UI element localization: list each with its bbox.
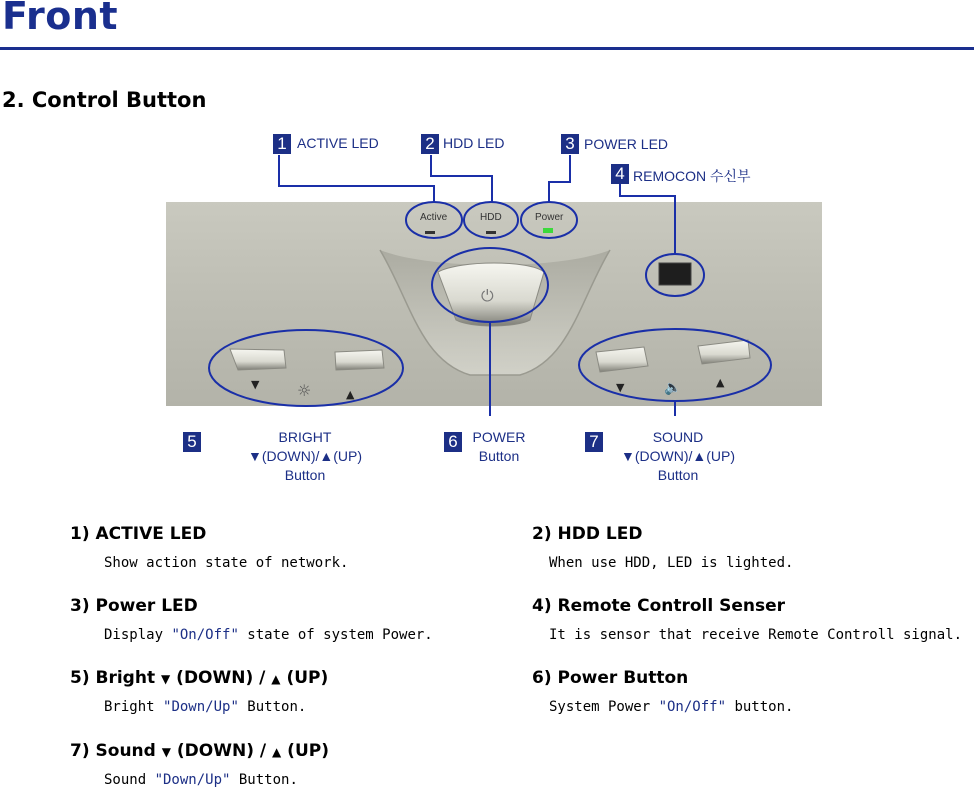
desc-title-power-led: 3) Power LED	[70, 596, 198, 616]
power-led-text: Power	[535, 212, 564, 223]
hdd-led-text: HDD	[480, 212, 502, 223]
desc-power-led-pre: Display	[104, 627, 172, 643]
callout-badge-4: 4	[611, 164, 629, 184]
bright-caption-line1: BRIGHT	[278, 429, 332, 445]
desc-sound-title-post: (UP)	[281, 741, 329, 761]
desc-power-button-pre: System Power	[549, 699, 659, 715]
brightness-icon: ☼	[297, 381, 312, 400]
power-led-light	[543, 228, 553, 233]
sound-down-arrow-icon: ▼	[616, 381, 625, 394]
desc-sound-pre: Sound	[104, 772, 155, 788]
desc-text-active-led: Show action state of network.	[104, 555, 349, 571]
desc-bright-title-post: (UP)	[280, 668, 329, 688]
desc-title-power-button: 6) Power Button	[532, 668, 689, 688]
desc-text-sound	[104, 772, 298, 788]
callout-badge-6: 6	[444, 432, 462, 452]
desc-bright-quote: "Down/Up"	[163, 699, 239, 715]
desc-title-hdd-led: 2) HDD LED	[532, 524, 643, 544]
active-led-text: Active	[420, 212, 448, 223]
desc-power-button-post: button.	[726, 699, 794, 715]
page-title: Front	[2, 0, 119, 38]
desc-sound-quote: "Down/Up"	[154, 772, 231, 788]
power-caption-line2: Button	[478, 448, 520, 464]
desc-title-active-led: 1) ACTIVE LED	[70, 524, 207, 544]
power-caption-line1: POWER	[472, 429, 526, 445]
bright-down-arrow-icon: ▼	[251, 378, 260, 391]
callout-badge-5: 5	[183, 432, 201, 452]
desc-sound-title-mid: (DOWN) /	[170, 741, 273, 761]
sound-button-caption	[608, 428, 748, 485]
callout-badge-2: 2	[421, 134, 439, 154]
active-led-light	[425, 231, 435, 234]
desc-sound-up-arrow-icon: ▲	[272, 745, 282, 759]
bright-up-arrow-icon: ▲	[346, 388, 355, 401]
section-heading: 2. Control Button	[2, 88, 207, 112]
sound-caption-line1: SOUND	[652, 429, 704, 445]
bright-up-key	[335, 350, 384, 370]
desc-title-bright	[70, 668, 328, 688]
desc-title-sound	[70, 741, 329, 761]
callout-badge-7: 7	[585, 432, 603, 452]
desc-bright-pre: Bright	[104, 699, 164, 715]
sound-caption-line2: ▼(DOWN)/▲(UP)	[620, 448, 736, 464]
desc-bright-title-mid: (DOWN) /	[170, 668, 272, 688]
desc-power-led-post: state of system Power.	[238, 627, 433, 643]
callout-badge-1: 1	[273, 134, 291, 154]
desc-text-hdd-led: When use HDD, LED is lighted.	[549, 555, 794, 571]
remote-sensor-window	[659, 263, 691, 285]
desc-text-power-led	[104, 627, 433, 643]
callout-label-power-led: POWER LED	[584, 136, 669, 152]
power-symbol-icon: ⏻	[481, 286, 494, 305]
hdd-led-light	[486, 231, 496, 234]
sound-caption-line3: Button	[657, 467, 699, 483]
bright-down-key	[230, 349, 286, 370]
sound-up-arrow-icon: ▲	[716, 376, 725, 389]
callout-label-hdd-led: HDD LED	[443, 135, 505, 151]
callout-label-remocon: REMOCON 수신부	[633, 168, 751, 184]
title-rule	[0, 47, 974, 50]
callout-badge-3: 3	[561, 134, 579, 154]
speaker-icon: 🔈	[664, 380, 682, 396]
desc-bright-down-arrow-icon: ▼	[161, 672, 171, 686]
bright-button-caption	[235, 428, 375, 485]
desc-sound-title-pre: 7) Sound	[70, 741, 162, 761]
desc-bright-post: Button.	[238, 699, 307, 715]
desc-title-remote-sensor: 4) Remote Controll Senser	[532, 596, 786, 616]
front-panel-figure	[0, 120, 974, 500]
desc-text-bright	[104, 699, 306, 715]
callout-label-active-led: ACTIVE LED	[297, 135, 379, 151]
desc-bright-up-arrow-icon: ▲	[271, 672, 281, 686]
desc-text-remote-sensor: It is sensor that receive Remote Controll signal.	[549, 627, 963, 643]
desc-power-button-quote: "On/Off"	[658, 699, 727, 715]
bright-caption-line3: Button	[284, 467, 326, 483]
desc-power-led-quote: "On/Off"	[171, 627, 239, 643]
power-button-caption	[466, 428, 532, 466]
desc-bright-title-pre: 5) Bright	[70, 668, 162, 688]
desc-sound-post: Button.	[230, 772, 298, 788]
bright-caption-line2: ▼(DOWN)/▲(UP)	[247, 448, 363, 464]
desc-sound-down-arrow-icon: ▼	[161, 745, 171, 759]
desc-text-power-button	[549, 699, 793, 715]
